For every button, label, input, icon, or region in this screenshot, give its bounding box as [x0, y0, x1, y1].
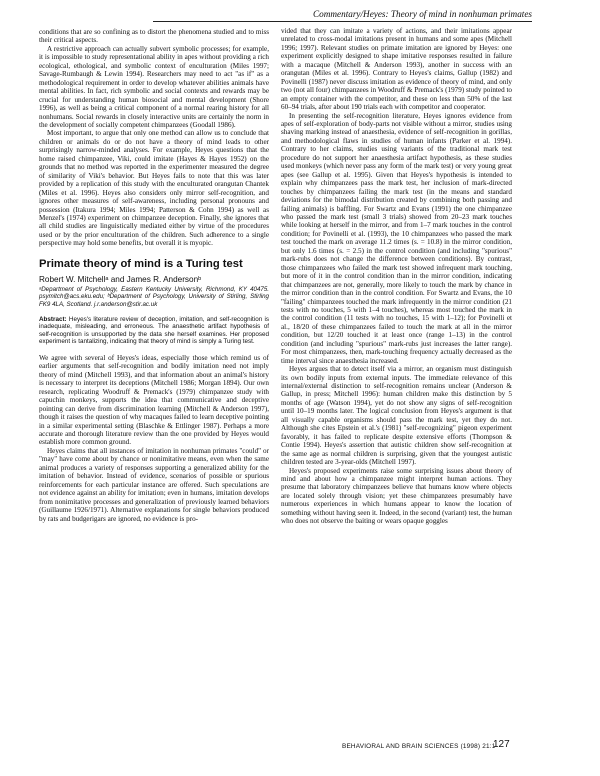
right-column: [281, 27, 512, 526]
paragraph: Heyes claims that all instances of imitation in nonhuman primates "could" or "may" have come about by chance or nonimitative means, even when the same animal produces a variety of responses supporting a generalized ability for the imitation of behavior. Instead of evidence, scenarios of possible or spurious reinforcements for each particular instance are offered. Such speculations are not evidence against an ability for imitation; even in humans, imitation develops from nonimitative processes and generalization of previously learned behaviors (Guillaume 1926/1971). Alternative explanations for single behaviors produced by rats and budgerigars are ignored, no evidence is pro-: [39, 446, 269, 523]
running-head-text: Commentary/Heyes: Theory of mind in nonhuman primates: [313, 9, 532, 19]
journal-footer: BEHAVIORAL AND BRAIN SCIENCES (1998) 21:1: [342, 743, 496, 750]
paragraph: We agree with several of Heyes's ideas, especially those which remind us of earlier arguments that self-recognition and bodily imitation need not imply theory of mind (Mitchell 1993), and that information about an animal's history is necessary to interpret its deceptions (Mitchell 1986; Morgan 1894). Our own research, replicating Woodruff & Premack's (1979) chimpanzee study with capuchin monkeys, supports the idea that communicative and deceptive pointing can derive from discrimination learning (Mitchell & Anderson 1997), though it raises the question of why macaques failed to learn deceptive pointing in a similar experimental setting (Blaschke & Ettlinger 1987). Perhaps a more accurate and thorough literature review than the one provided by Heyes would establish more common ground.: [39, 353, 269, 447]
paragraph: In presenting the self-recognition literature, Heyes ignores evidence from apes of self-exploration of body-parts not visible without a mirror, studies using shaving marking instead of anaesthesia, evidence of self-recognition in gorillas, and methodological flaws in studies of human infants (Parker et al. 1994). Contrary to her claims, studies using variants of the traditional mark test procedure do not support her anaesthesia artifact hypothesis, as these studies used monkeys (which never pass any form of the mark test) or very young great apes (see Gallup et al. 1995). Given that Heyes's hypothesis is intended to explain why chimpanzees pass the mark test, her inclusion of mark-directed touches by chimpanzees failing the mark test (in the means and standard deviations for the bimodal distribution created by combining both passing and failing animals) is baffling. For Swartz and Evans (1991) the one chimpanzee who passed the mark test (small 3 trials) showed from 20–23 mark touches while looking at herself in the mirror, and from 1–7 mark touches in the control condition; for Povinelli et al. (1993), the 10 chimpanzees who passed the mark test touched the mark on average 11.2 times (s. = 10.8) in the mirror condition, but only 1.6 times (s. = 2.5) in the control condition (and including "spurious" mark-rubs does not change the difference between conditions). By contrast, those chimpanzees who failed the mark test showed infrequent mark touching, but more of it in the control condition than in the mirror condition, indicating that chimpanzees are not, generally, more likely to touch the mark by chance in the mirror condition than in the control condition. For Swartz and Evans, the 10 "failing" chimpanzees touched the mark infrequently in the mirror condition (21 tests with no touches, 5 with 1–4 touches), whereas most touched the mark in the control condition (11 tests with no touches, 15 with 1–12); for Povinelli et al., 18/20 of these chimpanzees failed to touch the mark at all in the mirror condition, but 12/20 touched it at least once (range 1–13) in the control condition (and including "spurious" mark-rubs just increases the latter range). For most chimpanzees, then, mark-touching frequency actually decreased as the time interval since anaesthesia increased.: [281, 111, 512, 365]
paragraph: Heyes argues that to detect itself via a mirror, an organism must distinguish its own bodily inputs from external inputs. The immediate relevance of this internal/external distinction to self-recognition remains unclear (Anderson & Gallup, in press; Mitchell 1996): human children make this distinction by 5 months of age (Watson 1994), yet do not show any signs of self-recognition until 10–19 months later. The logical conclusion from Heyes's argument is that all visually capable organisms should pass the mark test, yet they do not. Although she cites Epstein et al.'s (1981) "self-recognizing" pigeon experiment favorably, it has failed to replicate despite extensive efforts (Thompson & Contie 1994). Heyes's assertion that autistic children show self-recognition at the same age as normal children is surprising, given that the youngest autistic children tested are 3-year-olds (Mitchell 1997).: [281, 365, 512, 467]
paragraph: Heyes's proposed experiments raise some surprising issues about theory of mind and about how a chimpanzee might interpret human actions. They presume that laboratory chimpanzees believe that humans know where objects are located solely through vision; yet these chimpanzees presumably have numerous experiences in which humans appear to know the location of something without having seen it. Indeed, in the second (variant) test, the human who does not observe the baiting or wears opaque goggles: [281, 466, 512, 526]
left-column: [39, 28, 269, 523]
page-number: 127: [493, 739, 510, 750]
section-title: Primate theory of mind is a Turing test: [39, 257, 243, 270]
authors-line: Robert W. Mitchellᵃ and James R. Andersonᵇ: [39, 274, 202, 284]
paragraph: conditions that are so confining as to distort the phenomena studied and to miss their critical aspects.: [39, 28, 269, 45]
paragraph: A restrictive approach can actually subvert symbolic processes; for example, it is impossible to study representational ability in apes without providing a rich ecological, ethological, and symbolic context of enculturation (Miles 1997; Savage-Rumbaugh & Lewin 1994). Researchers may need to act "as if" as a methodological requirement in order to develop whatever abilities animals have mental abilities. In fact, rich symbolic and social contexts and rewards may be crucial for understanding human biosocial and mental development (Shore 1996), as well as being a critical component of a normal rearing history for all nonhumans. Social rewards in closely interactive units are certainly the norm in the development of socially competent chimpanzees (Goodall 1986).: [39, 44, 269, 129]
paragraph: vided that they can imitate a variety of actions, and their imitations appear unrelated to cross-modal imitations present in humans and some apes (Mitchell 1996; 1997). Relevant studies on primate imitation are ignored by Heyes: one experiment explicitly designed to shape imitative responses resulted in failure with a macaque (Mitchell & Anderson 1993), another in success with an orangutan (Miles et al. 1996). Contrary to Heyes's claims, Gallup (1982) and Povinelli (1987) never discuss imitation as evidence of theory of mind, and only two (not all four) chimpanzees in Woodruff & Premack's (1979) study pointed to an empty container with the competitor, and these on less than 50% of the last 60–94 trials, after about 190 trials each with competitor and cooperator.: [281, 27, 512, 112]
abstract-label: Abstract:: [39, 315, 67, 323]
affiliation: ᵃDepartment of Psychology, Eastern Kentucky University, Richmond, KY 40475. psymitch@acs.eku.edu; ᵇDepartment of Psychology, University of Stirling, Stirling FK9 4LA, Scotland. j.r.anderson@stir.ac.uk: [39, 285, 269, 308]
header-rule: [153, 21, 532, 22]
paragraph: Most important, to argue that only one method can allow us to conclude that children or animals do or do not have a theory of mind leads to other surprisingly narrow-minded analyses. For example, Heyes questions that the home raised chimpanzee, Viki, could imitate (Hayes & Hayes 1952) on the grounds that no method was reported in the experimenter measured the degree of similarity of Viki's behavior. But Heyes fails to note that this was later provided by a replication of this study with the enculturated orangutan Chantek (Miles et al. 1996). Heyes also considers only mirror self-recognition, and ignores other measures of self-awareness, including personal pronouns and possession (Itakura 1994; Miles 1994; Patterson & Cohn 1994) as well as Menzel's (1974) experiment on chimpanzee deception. Finally, she ignores that all child studies are linguistically mediated either by virtue of the procedures used or by the prior enculturation of the children. Such adherence to a single perspective may hold some benefits, but overall it is myopic.: [39, 129, 269, 248]
running-head: [313, 9, 532, 19]
abstract-text: Heyes's literature review of deception, imitation, and self-recognition is inadequate, misleading, and erroneous. The anaesthetic artifact hypothesis of self-recognition is unsupported by the data she herself examines. Her proposed experiment is tantalizing, indicating that theory of mind is simply a Turing test.: [39, 315, 270, 346]
abstract: [39, 316, 269, 346]
